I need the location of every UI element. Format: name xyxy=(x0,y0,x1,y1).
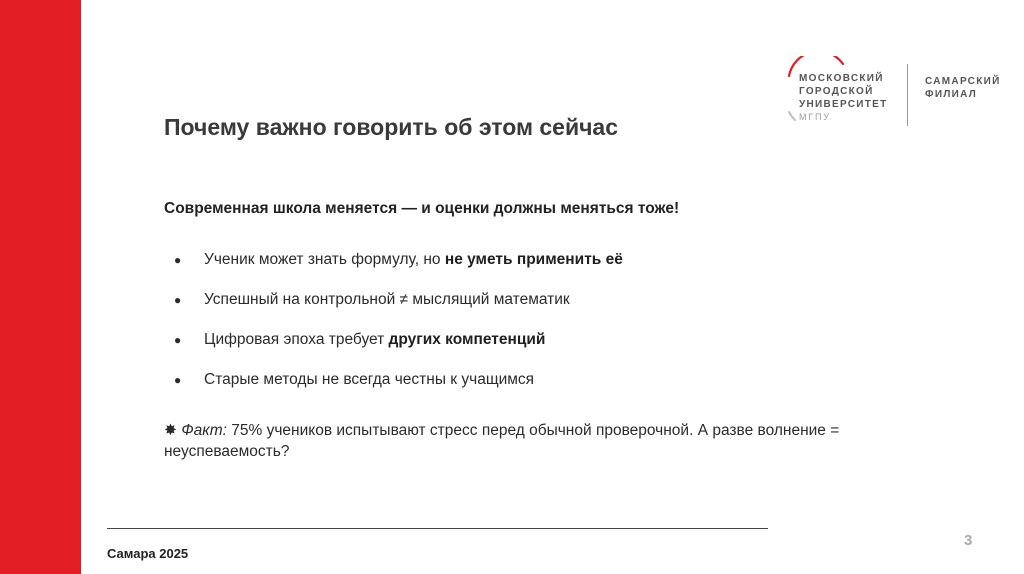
logo-line-2: ГОРОДСКОЙ xyxy=(799,86,874,97)
footer-divider xyxy=(107,528,768,529)
bullet-icon: ● xyxy=(174,373,182,387)
fact-note xyxy=(164,420,864,462)
bullet-text: Ученик может знать формулу, но xyxy=(204,251,445,268)
bullet-icon: ● xyxy=(174,253,182,267)
bullet-emphasis: других компетенций xyxy=(388,331,546,348)
logo-line-3: УНИВЕРСИТЕТ xyxy=(799,99,888,110)
university-logo xyxy=(781,56,1011,132)
logo-line-1: МОСКОВСКИЙ xyxy=(799,73,884,84)
logo-branch-line-1: САМАРСКИЙ xyxy=(925,76,1001,87)
footer-location: Самара 2025 xyxy=(107,546,189,561)
page-number: 3 xyxy=(964,532,973,549)
logo-branch-line-2: ФИЛИАЛ xyxy=(925,89,978,100)
logo-university-name xyxy=(799,72,888,124)
list-item xyxy=(164,290,623,330)
fact-text: 75% учеников испытывают стресс перед обычной проверочной. А разве волнение = неуспеваемость? xyxy=(164,422,840,460)
bullet-icon: ● xyxy=(174,293,182,307)
logo-branch-name xyxy=(925,75,1001,101)
list-item xyxy=(164,370,623,410)
bullet-list xyxy=(164,250,623,410)
logo-divider xyxy=(907,64,908,126)
fact-label: Факт: xyxy=(181,422,227,439)
slide-title: Почему важно говорить об этом сейчас xyxy=(164,114,619,140)
list-item xyxy=(164,250,623,290)
bullet-icon: ● xyxy=(174,333,182,347)
bullet-text: Старые методы не всегда честны к учащимся xyxy=(204,371,535,388)
bullet-text: Цифровая эпоха требует xyxy=(204,331,389,348)
logo-abbreviation: МГПУ xyxy=(799,112,831,122)
accent-bar xyxy=(0,0,81,574)
bullet-emphasis: не уметь применить её xyxy=(444,251,623,268)
slide-subtitle: Современная школа меняется — и оценки должны меняться тоже! xyxy=(164,200,680,217)
burst-icon: ✸ xyxy=(164,422,177,439)
list-item xyxy=(164,330,623,370)
bullet-text: Успешный на контрольной ≠ мыслящий математик xyxy=(204,291,570,308)
